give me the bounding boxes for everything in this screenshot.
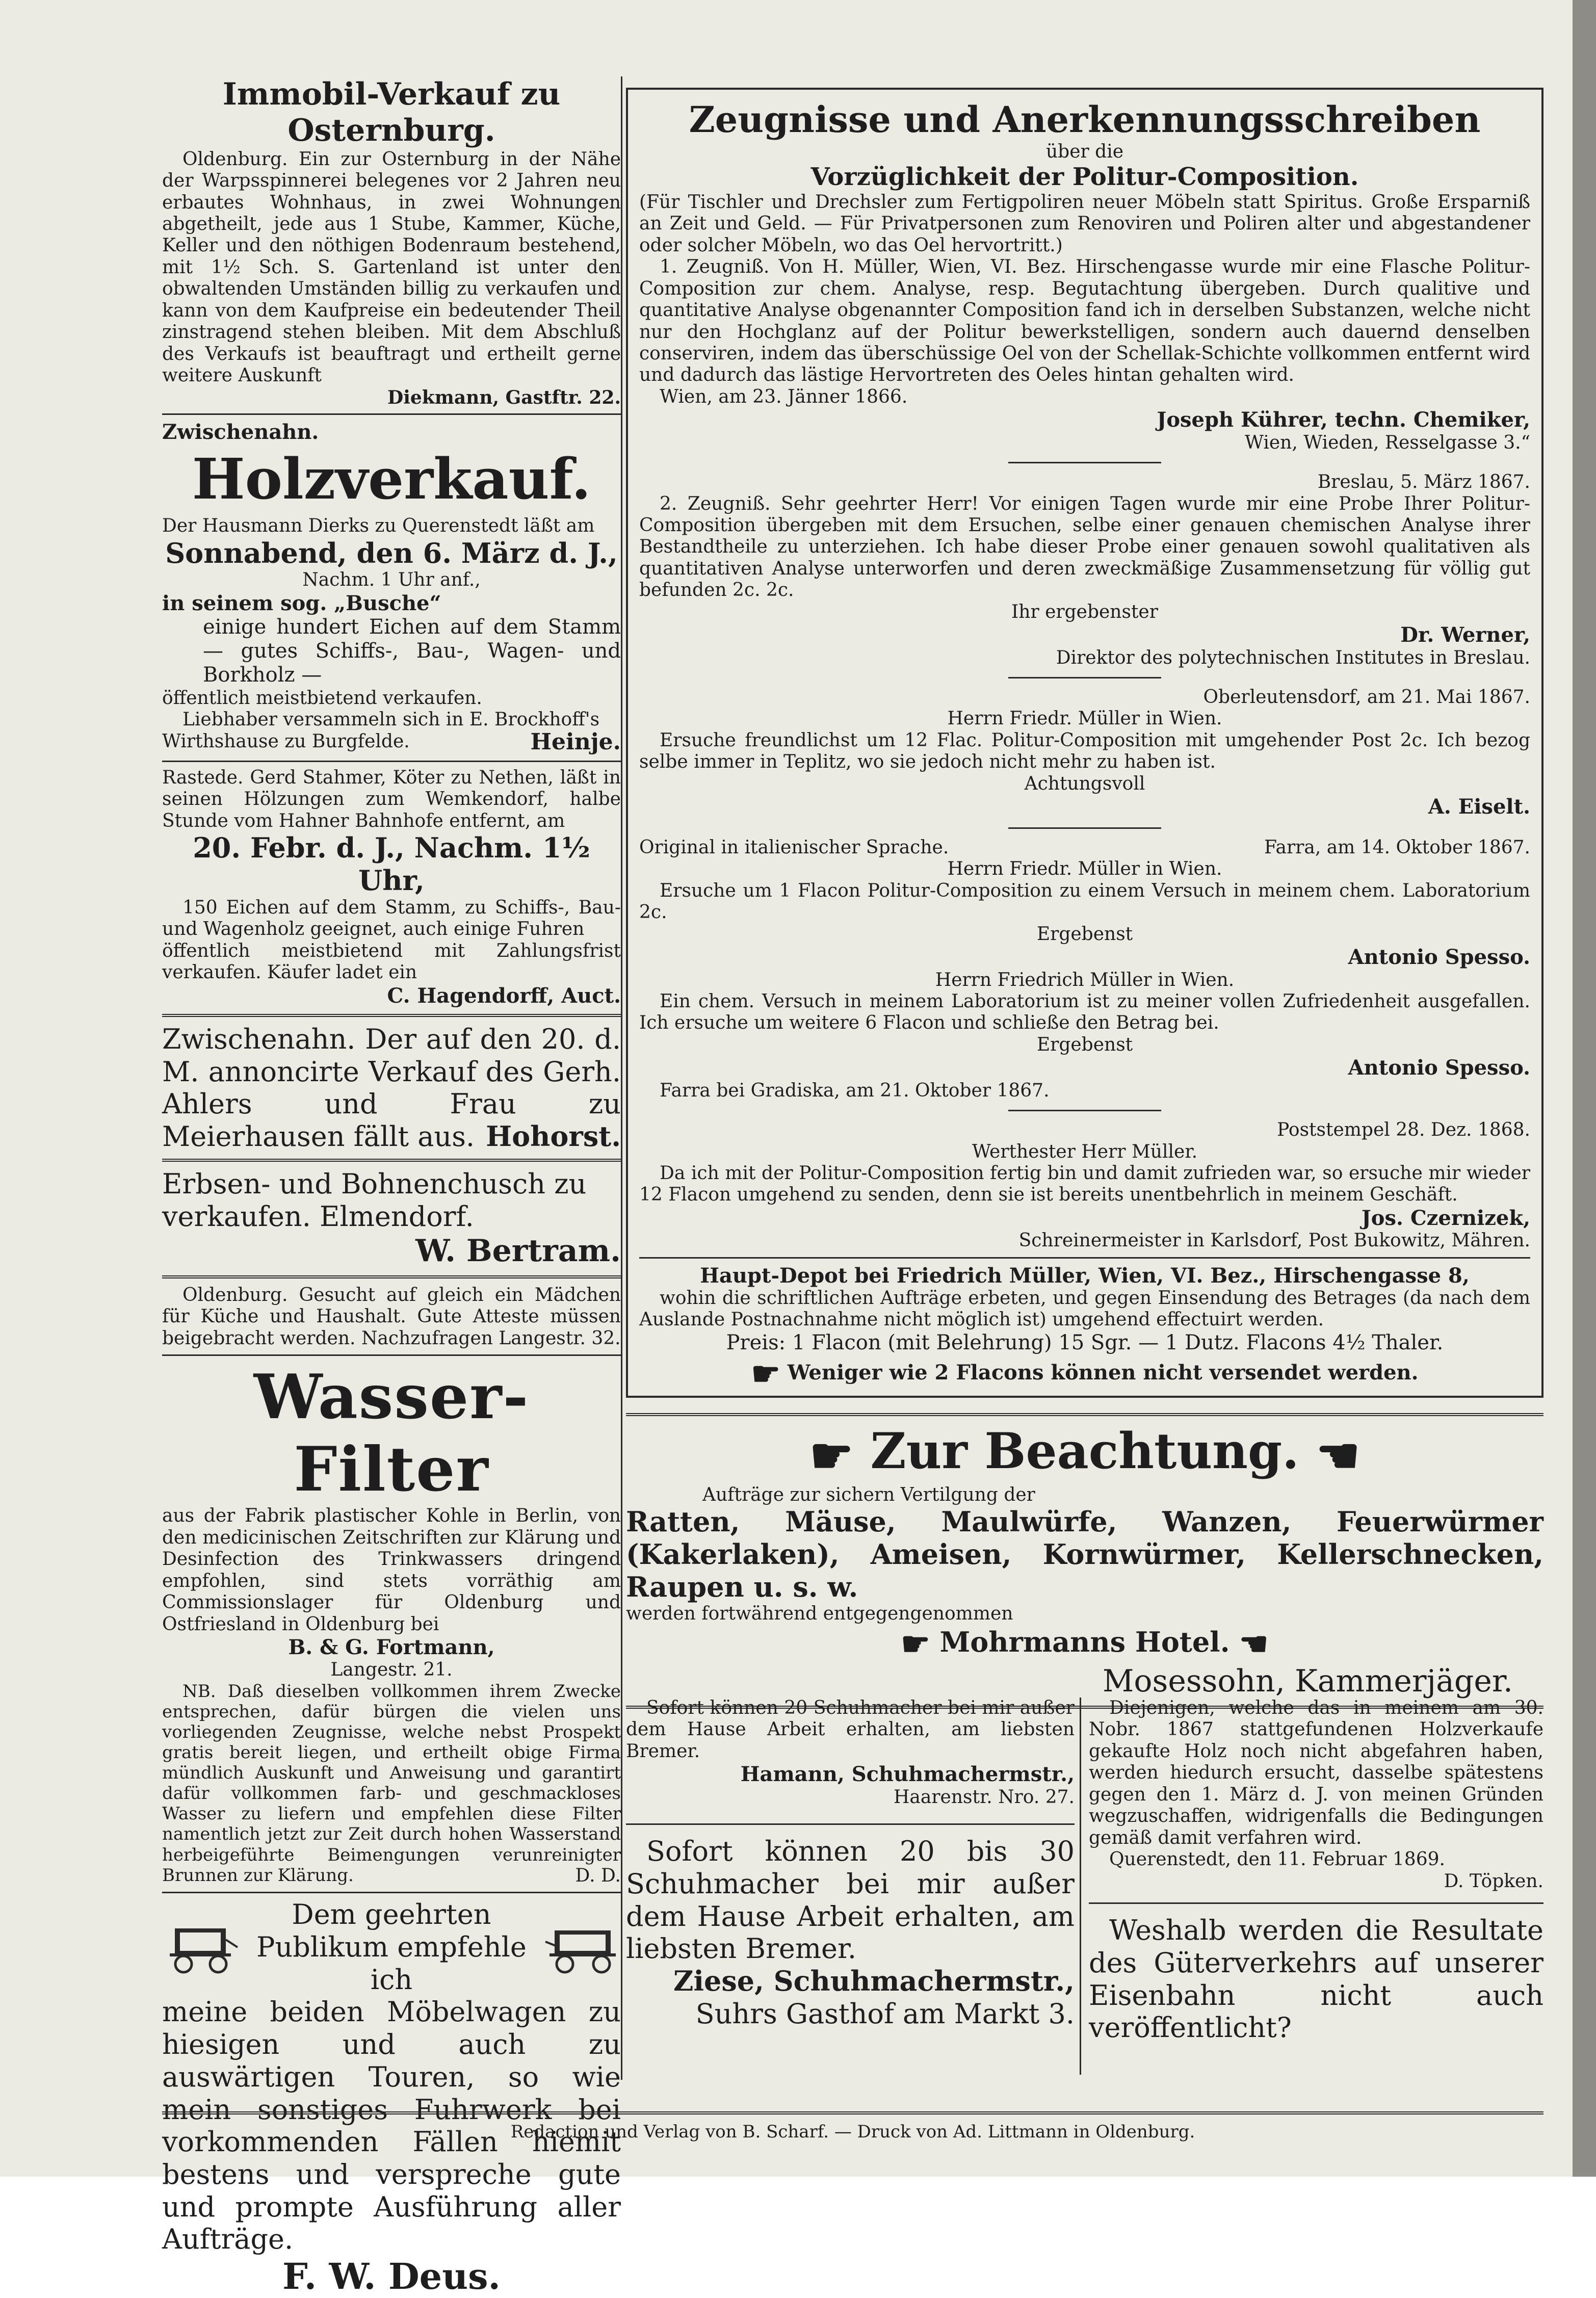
divider xyxy=(1008,827,1161,829)
ad-beachtung-hotel: Mohrmanns Hotel. xyxy=(939,1625,1230,1658)
zeugnis-5-date: Farra bei Gradiska, am 21. Oktober 1867. xyxy=(660,1080,1050,1101)
ad-immobil-title: Immobil-Verkauf zu Osternburg. xyxy=(222,76,561,148)
divider xyxy=(162,413,621,415)
zeugnis-3-greeting: Achtungsvoll xyxy=(1024,773,1145,794)
ad-beachtung-title-row xyxy=(626,1422,1543,1484)
ad-holz-location: in seinem sog. „Busche“ xyxy=(162,591,441,615)
ad-beachtung-line1: Aufträge zur sichern Vertilgung der xyxy=(702,1484,1035,1505)
column-divider xyxy=(1080,1698,1081,2075)
ad-zwischenahn-body: Zwischenahn. Der auf den 20. d. M. annoncirte Verkauf des Gerh. Ahlers und Frau zu Meierhausen fällt aus. xyxy=(162,1023,621,1153)
ad-zeugnisse-price-2-text: Weniger wie 2 Flacons können nicht versendet werden. xyxy=(787,1360,1419,1385)
zeugnis-5-to: Herrn Friedrich Müller in Wien. xyxy=(935,969,1235,990)
ad-ziese-body: Sofort können 20 bis 30 Schuhmacher bei mir außer dem Hause Arbeit erhalten, am liebsten Bremer. xyxy=(626,1835,1075,1965)
ad-deus-signature: F. W. Deus. xyxy=(282,2255,501,2298)
ad-maedchen-body: Oldenburg. Gesucht auf gleich ein Mädchen für Küche und Haushalt. Gute Atteste müssen beigebracht werden. Nachzufragen Langestr. 32. xyxy=(162,1284,621,1349)
divider xyxy=(162,1892,621,1893)
ad-wasserfilter xyxy=(162,1361,621,1887)
divider xyxy=(1089,1902,1543,1904)
ad-hamann-body: Sofort können 20 Schuhmacher bei mir außer dem Hause Arbeit erhalten, am liebsten Bremer. xyxy=(626,1698,1075,1762)
ad-toepken-date: Querenstedt, den 11. Februar 1869. xyxy=(1109,1849,1445,1870)
zeugnis-5-text: Ein chem. Versuch in meinem Laboratorium ist zu meiner vollen Zufriedenheit ausgefallen. Ich ersuche um weitere 6 Flacon und schließe den Betrag bei. xyxy=(639,990,1530,1034)
ad-toepken-body: Diejenigen, welche das in meinem am 30. Nobr. 1867 stattgefundenen Holzverkaufe gekaufte Holz noch nicht abgefahren haben, werden hiedurch ersucht, dasselbe spätestens gegen den 1. März d. J. von meinen Gründen wegzuschaffen, widrigenfalls die Bedingungen gemäß damit verfahren wird. xyxy=(1089,1698,1543,1848)
ad-rastede-body2: 150 Eichen auf dem Stamm, zu Schiffs-, Bau- und Wagenholz geeignet, auch einige Fuhren xyxy=(162,897,621,940)
zeugnis-3-date: Oberleutensdorf, am 21. Mai 1867. xyxy=(1203,686,1530,708)
ad-rastede xyxy=(162,767,621,1008)
ad-immobil xyxy=(162,76,621,408)
divider xyxy=(626,1413,1543,1416)
divider xyxy=(162,1014,621,1017)
zeugnis-1-signature-2: Wien, Wieden, Resselgasse 3.“ xyxy=(1244,432,1530,453)
ad-hamann-addr: Haarenstr. Nro. 27. xyxy=(894,1786,1075,1808)
divider xyxy=(162,1354,621,1356)
zeugnis-2-signature-2: Direktor des polytechnischen Institutes in Breslau. xyxy=(1056,647,1530,668)
ad-zeugnisse-price: Preis: 1 Flacon (mit Belehrung) 15 Sgr. — 1 Dutz. Flacons 4½ Thaler. xyxy=(726,1330,1444,1354)
zeugnis-2-signature: Dr. Werner, xyxy=(1400,623,1530,647)
ad-maedchen xyxy=(162,1285,621,1349)
ad-toepken-signature: D. Töpken. xyxy=(1444,1870,1543,1892)
zeugnis-4-text: Ersuche um 1 Flacon Politur-Composition zu einem Versuch in meinem chem. Laboratorium 2c. xyxy=(639,880,1530,923)
furniture-wagon-icon xyxy=(162,1919,239,1975)
ad-beachtung-animals: Ratten, Mäuse, Maulwürfe, Wanzen, Feuerwürmer (Kakerlaken), Ameisen, Kornwürmer, Kellerschnecken, Raupen u. s. w. xyxy=(626,1505,1543,1603)
ad-beachtung-hotel-row xyxy=(626,1625,1543,1664)
ad-hamann-signature: Hamann, Schuhmachermstr., xyxy=(740,1762,1075,1787)
ad-toepken-weshalb xyxy=(1089,1698,1543,2044)
ad-erbsen-body: Erbsen- und Bohnenchusch zu verkaufen. Elmendorf. xyxy=(162,1168,587,1233)
zeugnis-6-text: Da ich mit der Politur-Composition fertig bin und damit zufrieden war, so ersuche mir wieder 12 Flacon umgehend zu senden, denn sie ist bereits unentbehrlich in meinem Geschäft. xyxy=(639,1162,1530,1206)
ad-holzverkauf xyxy=(162,420,621,755)
zeugnis-6-signature-2: Schreinermeister in Karlsdorf, Post Bukowitz, Mähren. xyxy=(1018,1230,1530,1251)
ad-holz-date: Sonnabend, den 6. März d. J., xyxy=(165,536,618,569)
ad-holz-body2: öffentlich meistbietend verkaufen. xyxy=(162,687,482,709)
ad-zeugnisse-price-2 xyxy=(639,1355,1530,1394)
ad-zwischenahn-signature: Hohorst. xyxy=(486,1119,621,1153)
ad-rastede-signature: C. Hagendorff, Auct. xyxy=(387,983,621,1008)
zeugnis-3-text: Ersuche freundlichst um 12 Flac. Politur-Composition mit umgehender Post 2c. Ich bezog selbe immer in Teplitz, wo sie jedoch nicht mehr zu haben ist. xyxy=(639,729,1530,773)
zeugnis-1-date: Wien, am 23. Jänner 1866. xyxy=(660,386,908,407)
ad-deus xyxy=(162,1898,621,2298)
divider xyxy=(162,761,621,762)
ad-holz-body: einige hundert Eichen auf dem Stamm — gutes Schiffs-, Bau-, Wagen- und Borkholz — xyxy=(203,615,621,687)
ad-immobil-body: Oldenburg. Ein zur Osternburg in der Nähe der Warpsspinnerei belegenes vor 2 Jahren neu erbautes Wohnhaus, in zwei Wohnungen abgetheilt, jede aus 1 Stube, Kammer, Küche, Keller und den nöthigen Bodenraum bestehend, mit 1½ Sch. S. Gartenland ist unter den obwaltenden Umständen billig zu verkaufen und kann von dem Kaufpreise ein bedeutender Theil zinstragend stehen bleiben. Mit dem Abschluß des Verkaufs ist beauftragt und ertheilt gerne weitere Auskunft xyxy=(162,148,621,386)
ad-filter-nb-sign: D. D. xyxy=(575,1865,621,1886)
zeugnis-4-note: Original in italienischer Sprache. xyxy=(639,837,949,858)
ad-zeugnisse-subtitle1: über die xyxy=(1045,141,1124,162)
zeugnis-4-date: Farra, am 14. Oktober 1867. xyxy=(1264,837,1530,858)
pointing-hand-icon: ☛ xyxy=(809,1426,854,1484)
ad-rastede-body3: öffentlich meistbietend mit Zahlungsfrist verkaufen. Käufer ladet ein xyxy=(162,940,621,983)
zeugnis-4-greeting: Ergebenst xyxy=(1036,923,1133,945)
ad-zeugnisse-depot-2: wohin die schriftlichen Aufträge erbeten, und gegen Einsendung des Betrages (da nach dem Auslande Postnachnahme nicht möglich ist) umgehend effectuirt werden. xyxy=(639,1287,1530,1330)
ad-filter-nb: NB. Daß dieselben vollkommen ihrem Zwecke entsprechen, dafür bürgen die vielen uns vorliegenden Zeugnisse, welche nebst Prospekt gratis bereit liegen, und ertheilt obige Firma mündlich Auskunft und Anweisung und garantirt dafür vollkommen farb- und geschmackloses Wasser zu liefern und empfehlen diese Filter namentlich jetzt zur Zeit durch hohen Wasserstand herbeigeführte Beimengungen verunreinigter Brunnen zur Klärung. xyxy=(162,1681,621,1886)
ad-zeugnisse-subtitle2: Vorzüglichkeit der Politur-Composition. xyxy=(810,163,1359,192)
ad-holz-body3: Liebhaber versammeln sich in E. Brockhoff's Wirthshause zu Burgfelde. xyxy=(162,709,600,752)
ad-holz-place: Zwischenahn. xyxy=(162,420,319,445)
zeugnis-6-to: Werthester Herr Müller. xyxy=(972,1141,1198,1162)
ad-rastede-date: 20. Febr. d. J., Nachm. 1½ Uhr, xyxy=(193,831,590,897)
ad-shoemakers xyxy=(626,1698,1075,2030)
ad-filter-title: Wasser-Filter xyxy=(253,1361,530,1505)
divider xyxy=(162,2111,1543,2114)
ad-erbsen xyxy=(162,1168,621,1269)
divider xyxy=(1008,677,1161,678)
ad-zeugnisse-box xyxy=(626,88,1543,1398)
zeugnis-5-greeting: Ergebenst xyxy=(1036,1034,1133,1055)
pointing-hand-icon: ☛ xyxy=(901,1625,930,1663)
column-divider xyxy=(621,76,622,2080)
ad-weshalb-body: Weshalb werden die Resultate des Güterverkehrs auf unserer Eisenbahn nicht auch veröffentlicht? xyxy=(1089,1914,1543,2044)
zeugnis-2-greeting: Ihr ergebenster xyxy=(1011,601,1158,622)
pointing-hand-icon: ☛ xyxy=(751,1354,780,1393)
ad-holz-signature: Heinje. xyxy=(530,729,621,755)
ad-holz-title: Holzverkauf. xyxy=(192,446,591,512)
pointing-hand-icon: ☛ xyxy=(1316,1426,1360,1484)
ad-holz-time: Nachm. 1 Uhr anf., xyxy=(302,569,481,591)
imprint-footer xyxy=(162,2105,1543,2142)
ad-deus-line1: Dem geehrten Publikum empfehle ich xyxy=(256,1898,527,1996)
ad-filter-body: aus der Fabrik plastischer Kohle in Berlin, von den medicinischen Zeitschriften zur Klärung und Desinfection des Trinkwassers dringend empfohlen, sind stets vorräthig am Commissionslager für Oldenburg und Ostfriesland in Oldenburg bei xyxy=(162,1505,621,1635)
divider xyxy=(162,1159,621,1162)
divider xyxy=(639,1257,1530,1259)
zeugnis-1-signature: Joseph Kührer, techn. Chemiker, xyxy=(1157,408,1530,432)
ad-zeugnisse-title: Zeugnisse und Anerkennungsschreiben xyxy=(689,98,1481,141)
zeugnis-6-date: Poststempel 28. Dez. 1868. xyxy=(1277,1119,1530,1141)
furniture-wagon-icon xyxy=(544,1919,621,1975)
ad-zeugnisse-intro: (Für Tischler und Drechsler zum Fertigpoliren neuer Möbeln statt Spiritus. Große Ersparniß an Zeit und Geld. — Für Privatpersonen zum Renoviren und Poliren alter und abgestandener oder solcher Möbeln, wo das Oel hervortritt.) xyxy=(639,191,1530,256)
zeugnis-1-text: 1. Zeugniß. Von H. Müller, Wien, VI. Bez. Hirschengasse wurde mir eine Flasche Politur-Composition zur chem. Analyse, resp. Begutachtung übergeben. Durch qualitive und quantitative Analyse obgenannter Composition fand ich in derselben Substanzen, welche nicht nur den Hochglanz auf der Politur bewerkstelligen, sondern auch dauernd denselben conserviren, indem das überschüssige Oel von der Schellak-Schichte vollkommen entfernt wird und dadurch das lästige Hervortreten des Oeles hintan gehalten wird. xyxy=(639,256,1530,386)
divider xyxy=(1008,462,1161,463)
zeugnis-4-signature: Antonio Spesso. xyxy=(1348,945,1530,970)
zeugnis-3-to: Herrn Friedr. Müller in Wien. xyxy=(947,708,1222,729)
ad-zwischenahn-notice xyxy=(162,1023,621,1153)
imprint-text: Redaction und Verlag von B. Scharf. — Druck von Ad. Littmann in Oldenburg. xyxy=(510,2122,1195,2142)
divider xyxy=(626,1823,1075,1825)
divider xyxy=(1008,1110,1161,1111)
ad-immobil-signature: Diekmann, Gastftr. 22. xyxy=(387,386,621,408)
pointing-hand-icon: ☛ xyxy=(1239,1625,1269,1663)
ad-erbsen-signature: W. Bertram. xyxy=(415,1233,621,1269)
ad-beachtung-title: Zur Beachtung. xyxy=(870,1422,1299,1480)
ad-filter-seller-addr: Langestr. 21. xyxy=(330,1659,453,1681)
zeugnis-4-to: Herrn Friedr. Müller in Wien. xyxy=(947,858,1222,880)
ad-beachtung-line2: werden fortwährend entgegengenommen xyxy=(626,1603,1013,1625)
zeugnis-2-date: Breslau, 5. März 1867. xyxy=(1317,472,1530,493)
ad-zeugnisse-depot: Haupt-Depot bei Friedrich Müller, Wien, VI. Bez., Hirschengasse 8, xyxy=(700,1263,1470,1288)
ad-deus-body: meine beiden Möbelwagen zu hiesigen und auch zu auswärtigen Touren, so wie mein sonstiges Fuhrwerk bei vorkommenden Fällen hiemit bestens und verspreche gute und prompte Ausführung aller Aufträge. xyxy=(162,1996,621,2256)
ad-filter-seller: B. & G. Fortmann, xyxy=(288,1635,495,1660)
page-spine xyxy=(1573,0,1596,2177)
zeugnis-2-text: 2. Zeugniß. Sehr geehrter Herr! Vor einigen Tagen wurde mir eine Probe Ihrer Politur-Composition übergeben mit dem Ersuchen, selbe einer genauen chemischen Analyse ihrer Bestandtheile zu unterziehen. Ich habe dieser Probe einer genauen sowohl qualitativen als quantitativen Analyse unterworfen und deren zweckmäßige Zusammensetzung für völlig gut befunden 2c. 2c. xyxy=(639,493,1530,601)
zeugnis-3-signature: A. Eiselt. xyxy=(1428,795,1530,819)
ad-ziese-signature: Ziese, Schuhmachermstr., xyxy=(673,1964,1075,1997)
zeugnis-5-signature: Antonio Spesso. xyxy=(1348,1056,1530,1080)
ad-beachtung-signature: Mosessohn, Kammerjäger. xyxy=(1102,1663,1513,1700)
ad-rastede-body: Rastede. Gerd Stahmer, Köter zu Nethen, läßt in seinen Hölzungen zum Wemkendorf, halbe Stunde vom Hahner Bahnhofe entfernt, am xyxy=(162,767,621,831)
divider xyxy=(162,1275,621,1278)
ad-ziese-addr: Suhrs Gasthof am Markt 3. xyxy=(695,1997,1075,2030)
ad-holz-line1: Der Hausmann Dierks zu Querenstedt läßt am xyxy=(162,515,595,537)
left-column xyxy=(162,76,621,2298)
zeugnis-6-signature: Jos. Czernizek, xyxy=(1361,1206,1530,1230)
ad-beachtung xyxy=(626,1407,1543,1715)
